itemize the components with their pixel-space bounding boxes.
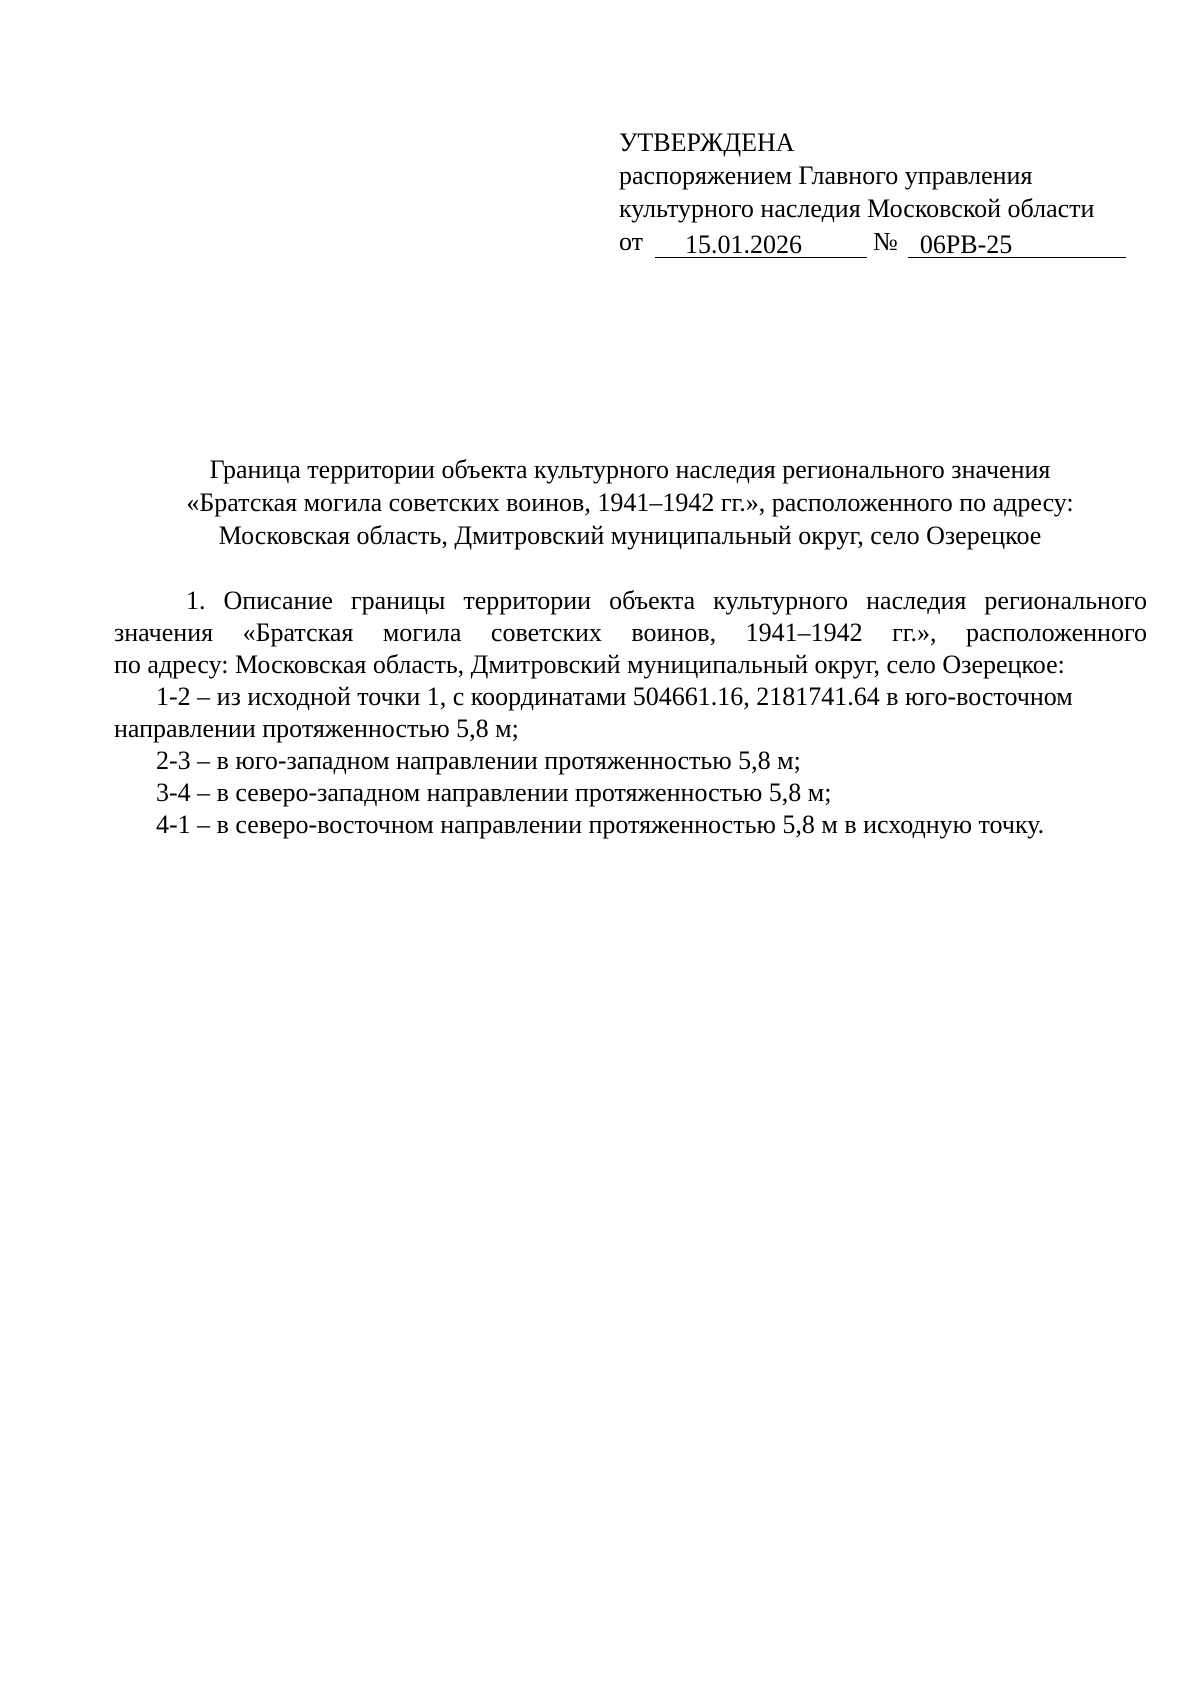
approval-number: 06РВ-25 (908, 232, 1126, 258)
section-intro (114, 585, 1147, 681)
approval-line-1: распоряжением Главного управления (619, 161, 1033, 190)
from-label: от (619, 227, 644, 256)
boundary-item-line: направлении протяженностью 5,8 м; (114, 714, 519, 743)
document-title (100, 453, 1160, 552)
approval-line-2: культурного наследия Московской области (619, 194, 1095, 223)
approval-date: 15.01.2026 (655, 232, 867, 258)
intro-line-3: по адресу: Московская область, Дмитровский муниципальный округ, село Озерецкое: (114, 650, 1065, 679)
title-line-2: «Братская могила советских воинов, 1941–1942 гг.», расположенного по адресу: (186, 488, 1074, 517)
boundary-item-line: 1-2 – из исходной точки 1, с координатами 504661.16, 2181741.64 в юго-восточном (156, 682, 1073, 711)
intro-line-1: 1. Описание границы территории объекта культурного наследия регионального (186, 586, 1147, 615)
approval-block (619, 126, 1139, 258)
boundary-item-line: 2-3 – в юго-западном направлении протяженностью 5,8 м; (156, 746, 801, 775)
boundary-item (114, 681, 1147, 745)
approval-date-number-line (619, 225, 1139, 258)
boundary-item (114, 809, 1147, 841)
boundary-description (114, 585, 1147, 841)
intro-line-2: значения «Братская могила советских воинов, 1941–1942 гг.», расположенного (114, 618, 1147, 647)
boundary-item (114, 745, 1147, 777)
boundary-item (114, 777, 1147, 809)
boundary-item-line: 4-1 – в северо-восточном направлении протяженностью 5,8 м в исходную точку. (156, 810, 1045, 839)
boundary-item-line: 3-4 – в северо-западном направлении протяженностью 5,8 м; (156, 778, 832, 807)
title-line-3: Московская область, Дмитровский муниципальный округ, село Озерецкое (218, 521, 1042, 550)
title-line-1: Граница территории объекта культурного наследия регионального значения (209, 455, 1051, 484)
number-sign: № (873, 227, 898, 256)
approval-heading: УТВЕРЖДЕНА (619, 128, 795, 157)
